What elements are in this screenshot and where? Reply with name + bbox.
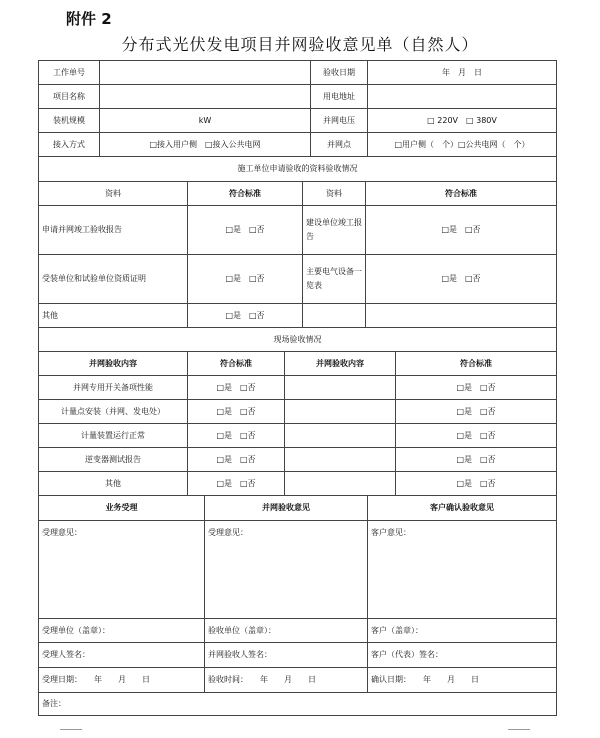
document-check-right[interactable] <box>366 303 557 327</box>
acceptance-date[interactable]: 验收时间： 年 月 日 <box>205 667 368 692</box>
document-name-right: 主要电气设备一览表 <box>303 254 366 303</box>
onsite-check-right[interactable]: □是 □否 <box>396 448 557 472</box>
power-address-label: 用电地址 <box>311 85 368 109</box>
onsite-check[interactable]: □是 □否 <box>188 376 285 400</box>
documents-section-title: 施工单位申请验收的资料验收情况 <box>39 157 557 181</box>
onsite-item-right <box>285 376 396 400</box>
onsite-item-right <box>285 424 396 448</box>
remark-field[interactable]: 备注： <box>39 692 557 715</box>
signoff-header-customer: 客户确认验收意见 <box>368 496 557 520</box>
business-unit-seal[interactable]: 受理单位（盖章）： <box>39 618 205 642</box>
onsite-col-standard-right: 符合标准 <box>396 352 557 376</box>
onsite-check[interactable]: □是 □否 <box>188 424 285 448</box>
document-name-right: 建设单位竣工报告 <box>303 205 366 254</box>
voltage-checkboxes[interactable]: □ 220V □ 380V <box>368 109 557 133</box>
acceptance-date-label: 验收日期 <box>311 61 368 85</box>
signoff-table <box>38 496 557 716</box>
acceptance-signer[interactable]: 并网验收人签名： <box>205 642 368 667</box>
capacity-unit[interactable]: kW <box>100 109 311 133</box>
work-no-label: 工作单号 <box>39 61 100 85</box>
attachment-label: 附件 2 <box>66 10 112 28</box>
onsite-item: 并网专用开关备项性能 <box>39 376 188 400</box>
onsite-item: 逆变器测试报告 <box>39 448 188 472</box>
access-mode-checkboxes[interactable]: □接入用户侧 □接入公共电网 <box>100 133 311 157</box>
onsite-check[interactable]: □是 □否 <box>188 448 285 472</box>
document-check-right[interactable]: □是 □否 <box>366 254 557 303</box>
acceptance-form <box>38 60 556 716</box>
document-check[interactable]: □是 □否 <box>188 303 303 327</box>
business-date[interactable]: 受理日期： 年 月 日 <box>39 667 205 692</box>
onsite-table <box>38 328 557 497</box>
onsite-check-right[interactable]: □是 □否 <box>396 472 557 496</box>
access-mode-label: 接入方式 <box>39 133 100 157</box>
onsite-item: 其他 <box>39 472 188 496</box>
power-address-field[interactable] <box>368 85 557 109</box>
onsite-col-content: 并网验收内容 <box>39 352 188 376</box>
document-name: 其他 <box>39 303 188 327</box>
page-title: 分布式光伏发电项目并网验收意见单（自然人） <box>121 35 479 54</box>
signoff-header-acceptance: 并网验收意见 <box>205 496 368 520</box>
grid-voltage-label: 并网电压 <box>311 109 368 133</box>
grid-point-checkboxes[interactable]: □用户侧（ 个）□公共电网（ 个） <box>368 133 557 157</box>
onsite-check[interactable]: □是 □否 <box>188 472 285 496</box>
business-opinion-field[interactable]: 受理意见： <box>39 520 205 618</box>
document-name: 受装单位和试验单位资质证明 <box>39 254 188 303</box>
work-no-field[interactable] <box>100 61 311 85</box>
capacity-label: 装机规模 <box>39 109 100 133</box>
documents-col-material: 资料 <box>39 181 188 205</box>
business-signer[interactable]: 受理人签名： <box>39 642 205 667</box>
onsite-check-right[interactable]: □是 □否 <box>396 424 557 448</box>
customer-signer[interactable]: 客户（代表）签名： <box>368 642 557 667</box>
onsite-col-content-right: 并网验收内容 <box>285 352 396 376</box>
onsite-section-title: 现场验收情况 <box>39 328 557 352</box>
signoff-header-business: 业务受理 <box>39 496 205 520</box>
onsite-item-right <box>285 448 396 472</box>
customer-date[interactable]: 确认日期： 年 月 日 <box>368 667 557 692</box>
onsite-check-right[interactable]: □是 □否 <box>396 376 557 400</box>
acceptance-unit-seal[interactable]: 验收单位（盖章）： <box>205 618 368 642</box>
grid-point-label: 并网点 <box>311 133 368 157</box>
acceptance-opinion-field[interactable]: 受理意见： <box>205 520 368 618</box>
onsite-check-right[interactable]: □是 □否 <box>396 400 557 424</box>
documents-col-material-right: 资料 <box>303 181 366 205</box>
onsite-item: 计量点安装（并网、发电处） <box>39 400 188 424</box>
document-check-right[interactable]: □是 □否 <box>366 205 557 254</box>
project-name-field[interactable] <box>100 85 311 109</box>
documents-table <box>38 157 557 328</box>
onsite-col-standard: 符合标准 <box>188 352 285 376</box>
document-name-right <box>303 303 366 327</box>
documents-col-standard: 符合标准 <box>188 181 303 205</box>
customer-seal[interactable]: 客户（盖章）： <box>368 618 557 642</box>
document-check[interactable]: □是 □否 <box>188 254 303 303</box>
onsite-item: 计量装置运行正常 <box>39 424 188 448</box>
onsite-item-right <box>285 472 396 496</box>
customer-opinion-field[interactable]: 客户意见： <box>368 520 557 618</box>
document-check[interactable]: □是 □否 <box>188 205 303 254</box>
basic-info-table <box>38 60 557 157</box>
onsite-check[interactable]: □是 □否 <box>188 400 285 424</box>
acceptance-date-field[interactable]: 年 月 日 <box>368 61 557 85</box>
project-name-label: 项目名称 <box>39 85 100 109</box>
documents-col-standard-right: 符合标准 <box>366 181 557 205</box>
document-name: 申请并网竣工验收报告 <box>39 205 188 254</box>
onsite-item-right <box>285 400 396 424</box>
